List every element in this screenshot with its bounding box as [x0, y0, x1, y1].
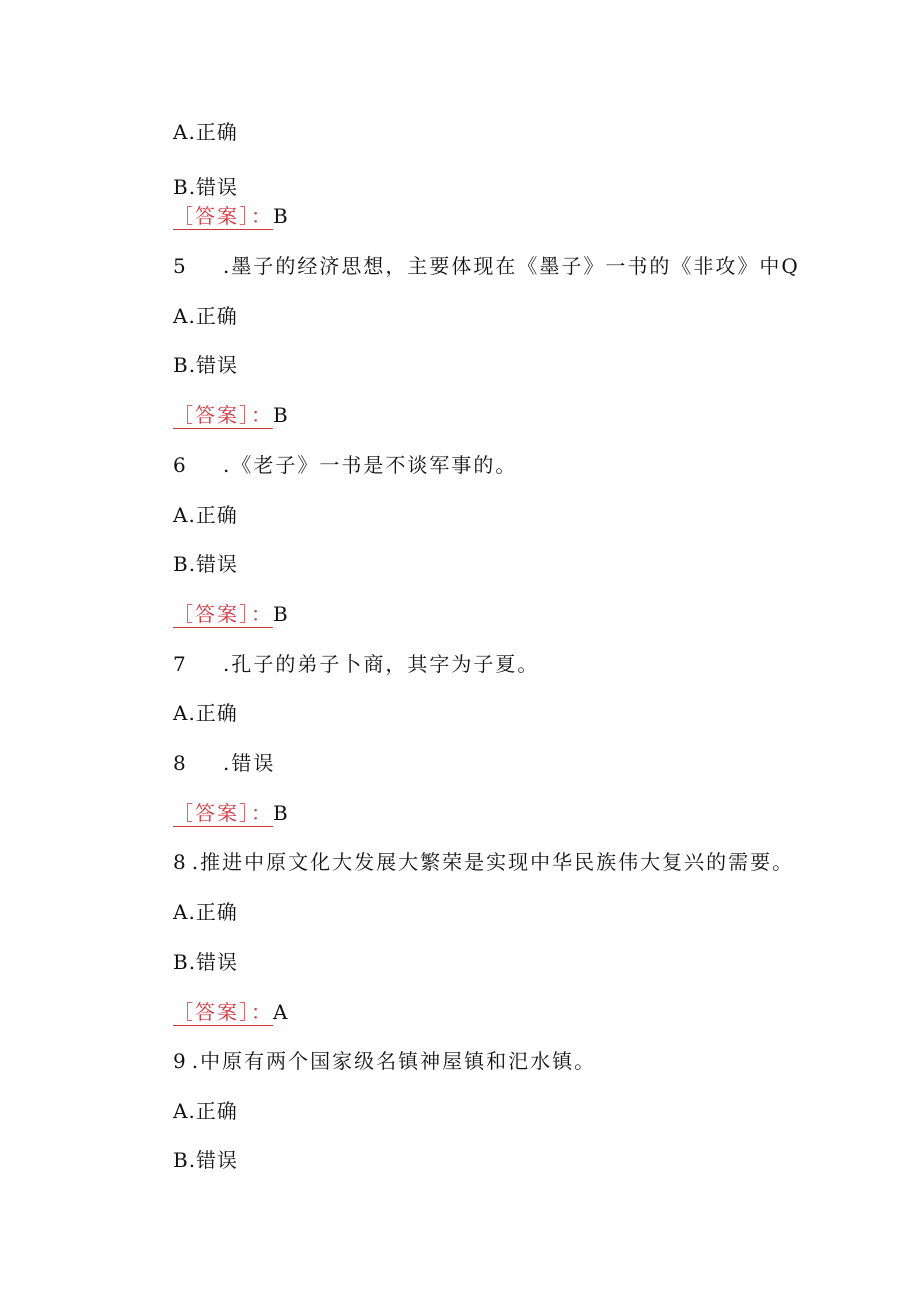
answer-value: B [273, 204, 288, 228]
option-text: .错误 [223, 751, 276, 775]
answer-tag: ［答案］： [173, 204, 273, 228]
option-a: A.正确 [173, 120, 238, 144]
question-text: .《老子》一书是不谈军事的。 [223, 453, 518, 477]
answer-tag: ［答案］： [173, 1000, 273, 1024]
question-number: 5 [173, 254, 186, 278]
answer-tag: ［答案］： [173, 801, 273, 825]
answer-line [173, 402, 288, 428]
question-text: .墨子的经济思想，主要体现在《墨子》一书的《非攻》中Q [223, 254, 800, 278]
question-number: 6 [173, 453, 186, 477]
question-9 [173, 1048, 596, 1074]
question-number: 7 [173, 652, 186, 676]
option-a: A.正确 [173, 1099, 238, 1123]
answer-tag: ［答案］： [173, 403, 273, 427]
answer-value: A [273, 1000, 288, 1024]
answer-value: B [273, 602, 288, 626]
question-number: 9 [173, 1049, 186, 1073]
question-5 [173, 253, 800, 279]
question-number: 8 [173, 850, 186, 874]
option-b: B.错误 [173, 950, 239, 974]
answer-value: B [273, 403, 288, 427]
question-6 [173, 452, 517, 478]
option-a: A.正确 [173, 304, 238, 328]
option-b: B.错误 [173, 1148, 239, 1172]
answer-line [173, 800, 288, 826]
answer-line [173, 203, 288, 229]
question-text: .中原有两个国家级名镇神屋镇和汜水镇。 [191, 1049, 597, 1073]
option-b-misnumbered [173, 750, 275, 776]
question-7 [173, 651, 539, 677]
option-a: A.正确 [173, 900, 238, 924]
option-a: A.正确 [173, 701, 238, 725]
question-number: 8 [173, 751, 186, 775]
option-a: A.正确 [173, 503, 238, 527]
answer-line [173, 999, 287, 1025]
answer-value: B [273, 801, 288, 825]
question-text: .推进中原文化大发展大繁荣是实现中华民族伟大复兴的需要。 [191, 850, 795, 874]
option-b: B.错误 [173, 353, 239, 377]
question-text: .孔子的弟子卜商，其字为子夏。 [223, 652, 540, 676]
question-8 [173, 849, 794, 875]
answer-tag: ［答案］： [173, 602, 273, 626]
answer-line [173, 601, 288, 627]
option-b: B.错误 [173, 175, 239, 199]
option-b: B.错误 [173, 552, 239, 576]
